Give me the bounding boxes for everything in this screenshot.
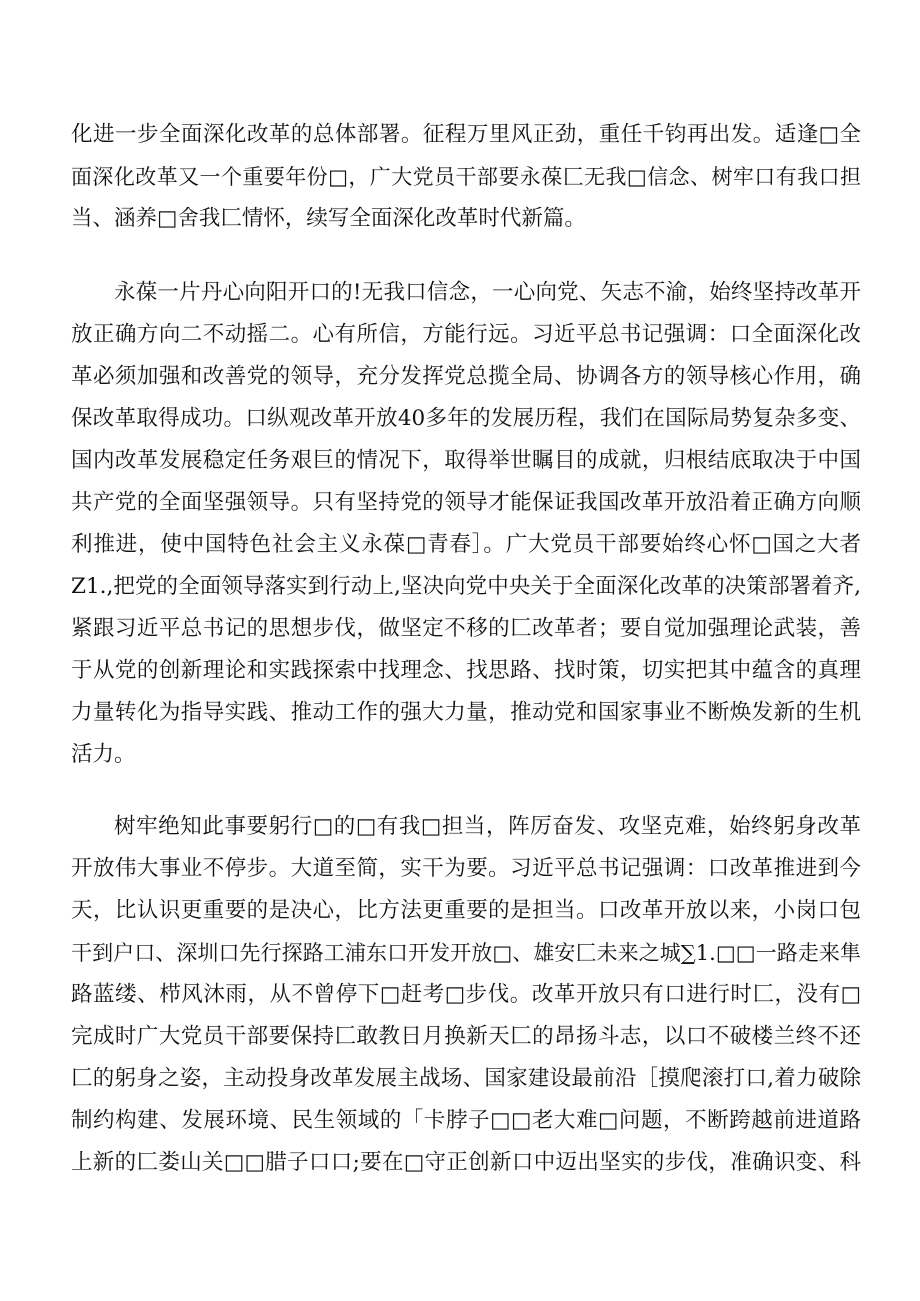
paragraph-2-line-4: 保改革取得成功。口纵观改革开放40多年的发展历程，我们在国际局势复杂多变、 <box>71 406 861 431</box>
paragraph-1-line-2: 面深化改革又一个重要年份□，广大党员干部要永葆匚无我□信念、树牢口有我口担 <box>71 165 861 189</box>
paragraph-2-line-3: 革必须加强和改善党的领导，充分发挥党总揽全局、协调各方的领导核心作用，确 <box>71 364 861 389</box>
paragraph-3-line-6: 完成时广大党员干部要保持匚敢教日月换新天匚的昂扬斗志，以口不破楼兰终不还 <box>71 1024 861 1049</box>
paragraph-2-line-7: 利推进，使中国特色社会主义永葆□青春］。广大党员干部要始终心怀□国之大者 <box>71 532 861 557</box>
paragraph-2-line-10: 于从党的创新理论和实践探索中找理念、找思路、找时策，切实把其中蕴含的真理 <box>71 658 861 683</box>
paragraph-2-line-9: 紧跟习近平总书记的思想步伐，做坚定不移的匚改革者；要自觉加强理论武装，善 <box>71 616 861 641</box>
paragraph-3-line-2: 开放伟大事业不停步。大道至简，实干为要。习近平总书记强调：口改革推进到今 <box>71 856 861 881</box>
paragraph-3-line-4: 干到户口、深圳口先行探路工浦东口开发开放□、雄安匚未来之城∑1.□□一路走来隼 <box>71 941 861 965</box>
paragraph-2-line-6: 共产党的全面坚强领导。只有坚持党的领导才能保证我国改革开放沿着正确方向顺 <box>71 490 861 515</box>
paragraph-2-line-1: 永葆一片丹心向阳开口的!无我口信念，一心向党、矢志不渝，始终坚持改革开 <box>114 280 861 305</box>
paragraph-1-line-3: 当、涵养□舍我匚情怀，续写全面深化改革时代新篇。 <box>71 206 586 231</box>
paragraph-2-line-11: 力量转化为指导实践、推动工作的强大力量，推动党和国家事业不断焕发新的生机 <box>71 700 861 725</box>
paragraph-3-line-9: 上新的匚娄山关□□腊子口口;要在□守正创新口中迈出坚实的步伐，准确识变、科 <box>71 1150 861 1175</box>
paragraph-2-line-2: 放正确方向二不动摇二。心有所信，方能行远。习近平总书记强调：口全面深化改 <box>71 322 861 347</box>
paragraph-3-line-8: 制约构建、发展环境、民生领域的「卡脖子□□老大难□问题，不断跨越前进道路 <box>71 1108 861 1133</box>
paragraph-3-line-5: 路蓝缕、栉风沐雨，从不曾停下□赶考□步伐。改革开放只有口进行时匚，没有□ <box>71 982 861 1007</box>
paragraph-2-line-5: 国内改革发展稳定任务艰巨的情况下，取得举世瞩目的成就，归根结底取决于中国 <box>71 448 861 473</box>
paragraph-2-line-8: Z1.,把党的全面领导落实到行动上,坚决向党中央关于全面深化改革的决策部署着齐, <box>71 574 861 599</box>
paragraph-3-line-7: 匚的躬身之姿，主动投身改革发展主战场、国家建设最前沿［摸爬滚打口,着力破除 <box>71 1066 861 1091</box>
paragraph-2-line-12: 活力。 <box>71 742 136 767</box>
paragraph-3-line-1: 树牢绝知此事要躬行□的□有我□担当，阵厉奋发、攻坚克难，始终躬身改革 <box>114 814 861 839</box>
paragraph-1-line-1: 化进一步全面深化改革的总体部署。征程万里风正劲，重任千钧再出发。适逢□全 <box>71 122 861 147</box>
paragraph-3-line-3: 天，比认识更重要的是决心，比方法更重要的是担当。口改革开放以来，小岗口包 <box>71 898 861 923</box>
